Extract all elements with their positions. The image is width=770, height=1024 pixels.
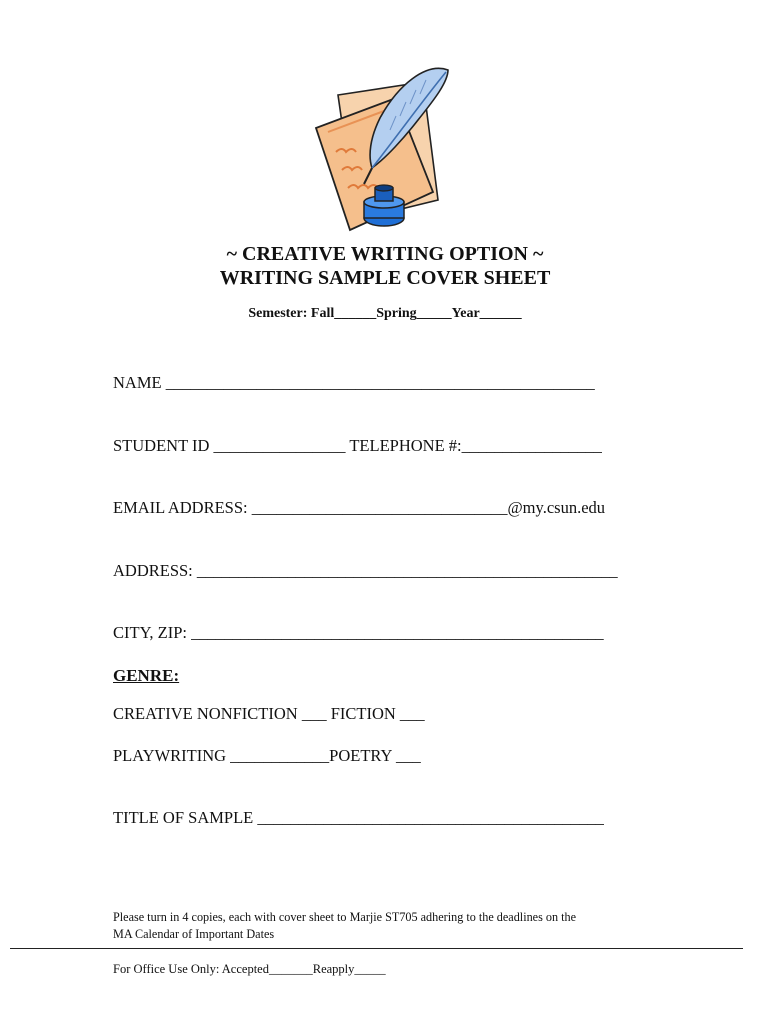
semester-line: Semester: Fall______Spring_____Year______ xyxy=(248,306,522,321)
genre-row-playwriting-poetry: PLAYWRITING ____________POETRY ___ xyxy=(113,746,421,765)
form-subtitle: WRITING SAMPLE COVER SHEET xyxy=(219,267,551,289)
quill-paper-inkwell-icon xyxy=(308,60,453,240)
student-id-telephone-field: STUDENT ID ________________ TELEPHONE #:_________________ xyxy=(113,436,602,455)
submission-note-line-1: Please turn in 4 copies, each with cover sheet to Marjie ST705 adhering to the deadlines on the xyxy=(113,910,576,924)
submission-note-line-2: MA Calendar of Important Dates xyxy=(113,927,275,941)
office-use-line: For Office Use Only: Accepted_______Reapply_____ xyxy=(113,962,386,976)
form-title: ~ CREATIVE WRITING OPTION ~ xyxy=(226,243,544,265)
title-of-sample-field: TITLE OF SAMPLE __________________________________________ xyxy=(113,808,604,827)
name-field: NAME ____________________________________________________ xyxy=(113,373,595,392)
city-zip-field: CITY, ZIP: __________________________________________________ xyxy=(113,623,604,642)
submission-note xyxy=(113,909,673,943)
genre-row-nonfiction-fiction: CREATIVE NONFICTION ___ FICTION ___ xyxy=(113,704,425,723)
email-field: EMAIL ADDRESS: _______________________________@my.csun.edu xyxy=(113,498,606,517)
divider xyxy=(10,948,743,949)
address-field: ADDRESS: ___________________________________________________ xyxy=(113,561,618,580)
genre-heading: GENRE: xyxy=(113,666,180,685)
